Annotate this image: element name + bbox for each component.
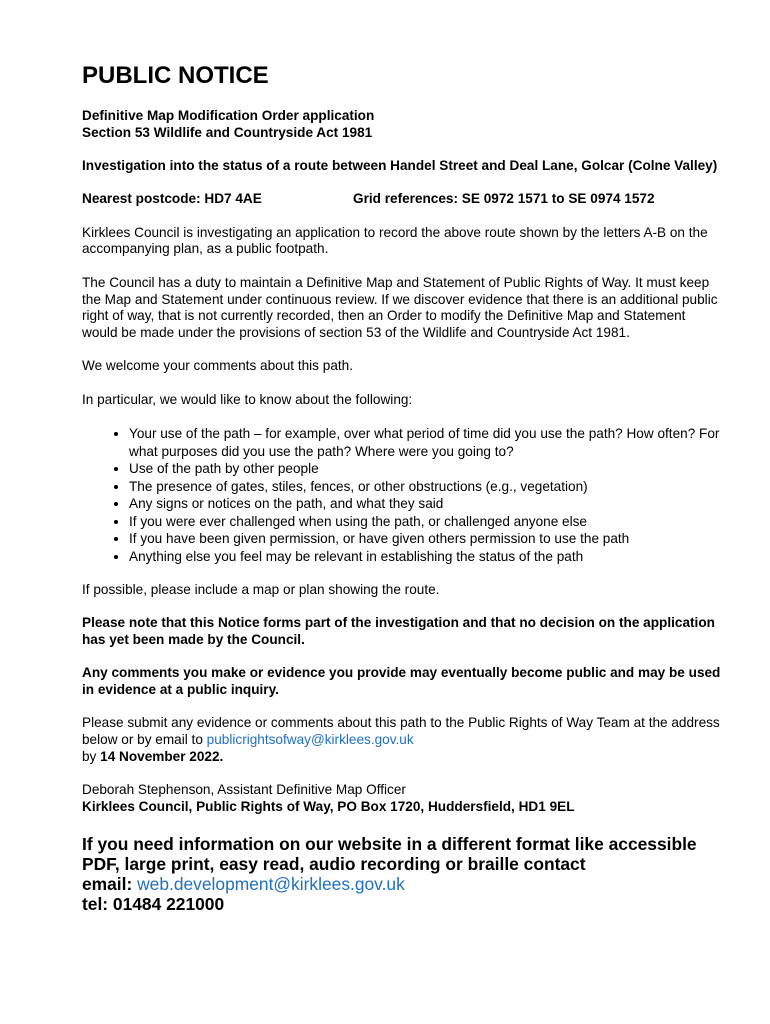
list-item: • Your use of the path – for example, over what period of time did you use the path? How often? For what purposes did you use the path? Where were you going to? <box>129 425 722 460</box>
duty-paragraph: The Council has a duty to maintain a Definitive Map and Statement of Public Rights of Way. It must keep the Map and Statement under continuous review. If we discover evidence that there is an additional public right of way, that is not currently recorded, then an Order to modify the Definitive Map and Statement would be made under the provisions of section 53 of the Wildlife and Countryside Act 1981. <box>82 274 718 341</box>
questions-list <box>82 425 722 565</box>
list-item: • If you have been given permission, or have given others permission to use the path <box>129 530 722 548</box>
telephone: tel: 01484 221000 <box>82 893 225 914</box>
list-item: • Any signs or notices on the path, and what they said <box>129 495 722 513</box>
web-development-email-link[interactable]: web.development@kirklees.gov.uk <box>137 873 405 894</box>
email-label: email: <box>82 873 138 894</box>
public-evidence-note: Any comments you make or evidence you provide may eventually become public and may be used in evidence at a public inquiry. <box>82 664 721 697</box>
welcome-paragraph: We welcome your comments about this path. <box>82 358 353 374</box>
email-line <box>82 874 722 894</box>
heading-line-1: Definitive Map Modification Order application <box>82 108 375 123</box>
accessibility-block <box>82 834 722 914</box>
heading-block <box>82 108 722 142</box>
contact-block <box>82 782 722 816</box>
public-notice <box>82 62 722 914</box>
grid-references: Grid references: SE 0972 1571 to SE 0974 1572 <box>353 191 655 207</box>
nearest-postcode: Nearest postcode: HD7 4AE <box>82 191 262 207</box>
council-address: Kirklees Council, Public Rights of Way, PO Box 1720, Huddersfield, HD1 9EL <box>82 798 575 814</box>
prow-email-link[interactable]: publicrightsofway@kirklees.gov.uk <box>206 731 414 747</box>
list-item: • Anything else you feel may be relevant in establishing the status of the path <box>129 548 722 566</box>
list-item: • If you were ever challenged when using the path, or challenged anyone else <box>129 513 722 531</box>
location-row <box>82 191 722 208</box>
submit-paragraph <box>82 715 722 765</box>
page-title: PUBLIC NOTICE <box>82 62 269 89</box>
submit-text: Please submit any evidence or comments about this path to the Public Rights of Way Team at the address below or by email to <box>82 715 720 747</box>
deadline-date: 14 November 2022. <box>100 748 224 764</box>
heading-line-2: Section 53 Wildlife and Countryside Act 1981 <box>82 124 373 140</box>
investigation-heading: Investigation into the status of a route between Handel Street and Deal Lane, Golcar (Colne Valley) <box>82 158 718 174</box>
signatory: Deborah Stephenson, Assistant Definitive Map Officer <box>82 781 406 797</box>
list-item: • The presence of gates, stiles, fences, or other obstructions (e.g., vegetation) <box>129 478 722 496</box>
by-prefix: by <box>82 748 101 764</box>
map-request-paragraph: If possible, please include a map or plan showing the route. <box>82 581 440 597</box>
intro-paragraph: Kirklees Council is investigating an application to record the above route shown by the letters A-B on the accompanying plan, as a public footpath. <box>82 224 708 257</box>
list-item: • Use of the path by other people <box>129 460 722 478</box>
particular-paragraph: In particular, we would like to know about the following: <box>82 391 413 407</box>
accessibility-text: If you need information on our website in a different format like accessible PDF, large print, easy read, audio recording or braille contact <box>82 833 697 874</box>
no-decision-note: Please note that this Notice forms part of the investigation and that no decision on the application has yet been made by the Council. <box>82 614 715 647</box>
